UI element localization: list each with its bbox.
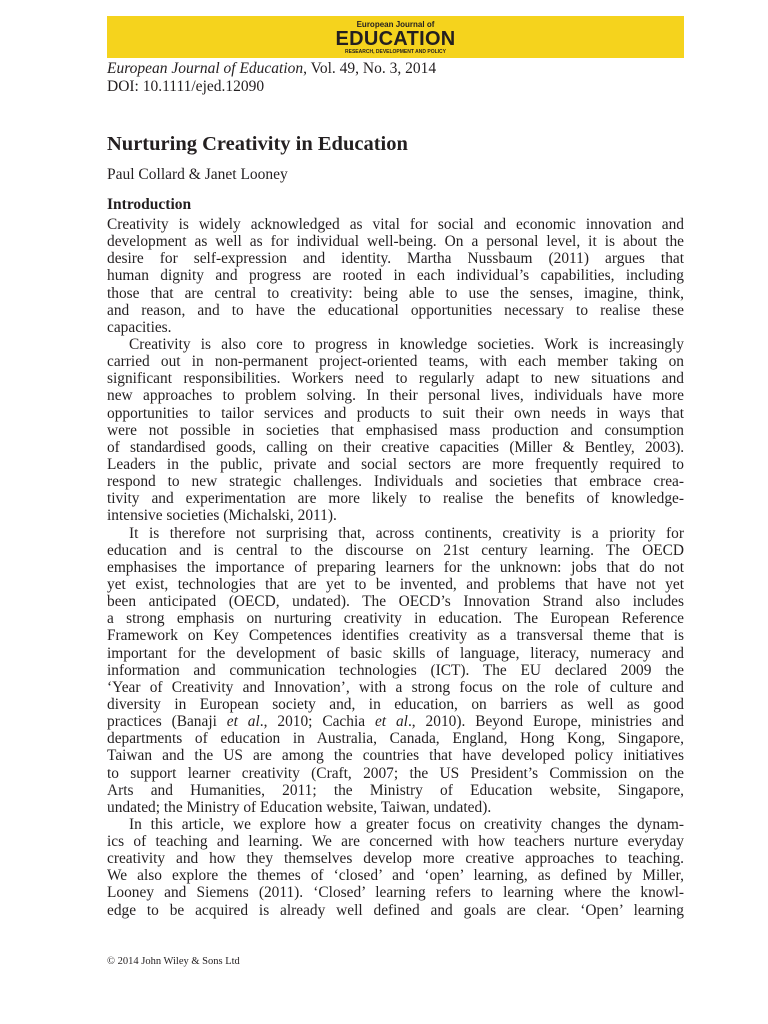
doi: DOI: 10.1111/ejed.12090 xyxy=(107,78,265,95)
journal-banner xyxy=(107,16,684,58)
text-line: ics of teaching and learning. We are concerned with how teachers nurture everyday xyxy=(107,833,684,851)
text-line: Creativity is widely acknowledged as vital for social and economic innovation and xyxy=(107,216,684,233)
text-line: opportunities to tailor services and products to suit their own needs in ways that xyxy=(107,404,684,422)
text-line: undated; the Ministry of Education website, Taiwan, undated). xyxy=(107,798,492,816)
text-line: intensive societies (Michalski, 2011). xyxy=(107,507,337,525)
citation-et-al: et al xyxy=(374,713,408,731)
text-line: tivity and experimentation are more likely to realise the benefits of knowledge- xyxy=(107,490,684,508)
text-line: those that are central to creativity: being able to use the senses, imagine, think, xyxy=(107,284,684,302)
text-line: information and communication technologies (ICT). The EU declared 2009 the xyxy=(107,661,684,679)
journal-name: European Journal of Education xyxy=(107,60,304,77)
text-line: to support learner creativity (Craft, 2007; the US President’s Commission on the xyxy=(107,764,684,782)
citation-line xyxy=(107,60,687,78)
citation-et-al: et al xyxy=(226,713,260,731)
text-line: Taiwan and the US are among the countries that have developed policy initiatives xyxy=(107,747,684,765)
text-line: We also explore the themes of ‘closed’ and ‘open’ learning, as defined by Miller, xyxy=(107,867,684,885)
text-line: respond to new strategic challenges. Individuals and societies that embrace crea- xyxy=(107,473,684,491)
text-line: Leaders in the public, private and social sectors are more frequently required to xyxy=(107,455,684,473)
text-line: carried out in non-permanent project-oriented teams, with each member taking on xyxy=(107,353,684,371)
text-line: Framework on Key Competences identifies creativity as a transversal theme that is xyxy=(107,627,684,645)
citation-text: ., 2010). Beyond Europe, ministries and xyxy=(407,713,684,731)
text-line: human dignity and progress are rooted in each individual’s capabilities, including xyxy=(107,267,684,285)
banner-journal-name: EDUCATION xyxy=(335,27,456,50)
section-heading: Introduction xyxy=(107,196,192,213)
text-line: Creativity is also core to progress in knowledge societies. Work is increasingly xyxy=(129,335,684,353)
banner-subtitle: RESEARCH, DEVELOPMENT AND POLICY xyxy=(345,48,446,55)
text-line: emphasises the importance of preparing learners for the unknown: jobs that do not xyxy=(107,558,684,576)
article-authors: Paul Collard & Janet Looney xyxy=(107,166,288,183)
banner-top-text: European Journal of xyxy=(356,19,435,29)
text-line: departments of education in Australia, Canada, England, Hong Kong, Singapore, xyxy=(107,730,684,748)
text-line: creativity and how they themselves develop more creative approaches to teaching. xyxy=(107,850,684,868)
text-line: important for the development of basic skills of language, literacy, numeracy and xyxy=(107,644,684,662)
text-line: significant responsibilities. Workers need to regularly adapt to new situations and xyxy=(107,370,684,388)
article-title: Nurturing Creativity in Education xyxy=(107,133,408,155)
text-line: and reason, and to have the educational opportunities necessary to realise these xyxy=(107,301,684,319)
citation-block xyxy=(107,60,687,96)
text-line: development as well as for individual well-being. On a personal level, it is about the xyxy=(107,233,684,251)
citation-text: practices (Banaji xyxy=(107,713,227,731)
text-line: been anticipated (OECD, undated). The OECD’s Innovation Strand also includes xyxy=(107,593,684,611)
text-line: capacities. xyxy=(107,318,172,336)
text-line: ‘Year of Creativity and Innovation’, with a strong focus on the role of culture and xyxy=(107,678,684,696)
text-line: diversity in European society and, in education, on barriers as well as good xyxy=(107,695,684,713)
text-line: Looney and Siemens (2011). ‘Closed’ learning refers to learning where the knowl- xyxy=(107,884,684,902)
text-line: of standardised goods, calling on their creative capacities (Miller & Bentley, 2003). xyxy=(107,438,684,456)
text-line: were not possible in societies that emphasised mass production and consumption xyxy=(107,421,684,439)
text-line: desire for self-expression and identity. Martha Nussbaum (2011) argues that xyxy=(107,250,684,268)
body-text xyxy=(107,216,684,919)
volume-info: , Vol. 49, No. 3, 2014 xyxy=(303,60,437,77)
text-line: In this article, we explore how a greater focus on creativity changes the dynam- xyxy=(129,815,684,833)
text-line: yet exist, technologies that are yet to be invented, and problems that have not yet xyxy=(107,575,684,593)
text-line: edge to be acquired is already well defined and goals are clear. ‘Open’ learning xyxy=(107,901,684,919)
copyright-notice: © 2014 John Wiley & Sons Ltd xyxy=(107,956,240,967)
text-line: It is therefore not surprising that, across continents, creativity is a priority for xyxy=(129,524,684,542)
text-line: a strong emphasis on nurturing creativity in education. The European Reference xyxy=(107,610,684,628)
text-line: education and is central to the discourse on 21st century learning. The OECD xyxy=(107,541,684,559)
text-line: new approaches to problem solving. In their personal lives, individuals have more xyxy=(107,387,684,405)
citation-text: ., 2010; Cachia xyxy=(259,713,375,731)
text-line-citation xyxy=(107,713,684,730)
text-line: Arts and Humanities, 2011; the Ministry of Education website, Singapore, xyxy=(107,781,684,799)
